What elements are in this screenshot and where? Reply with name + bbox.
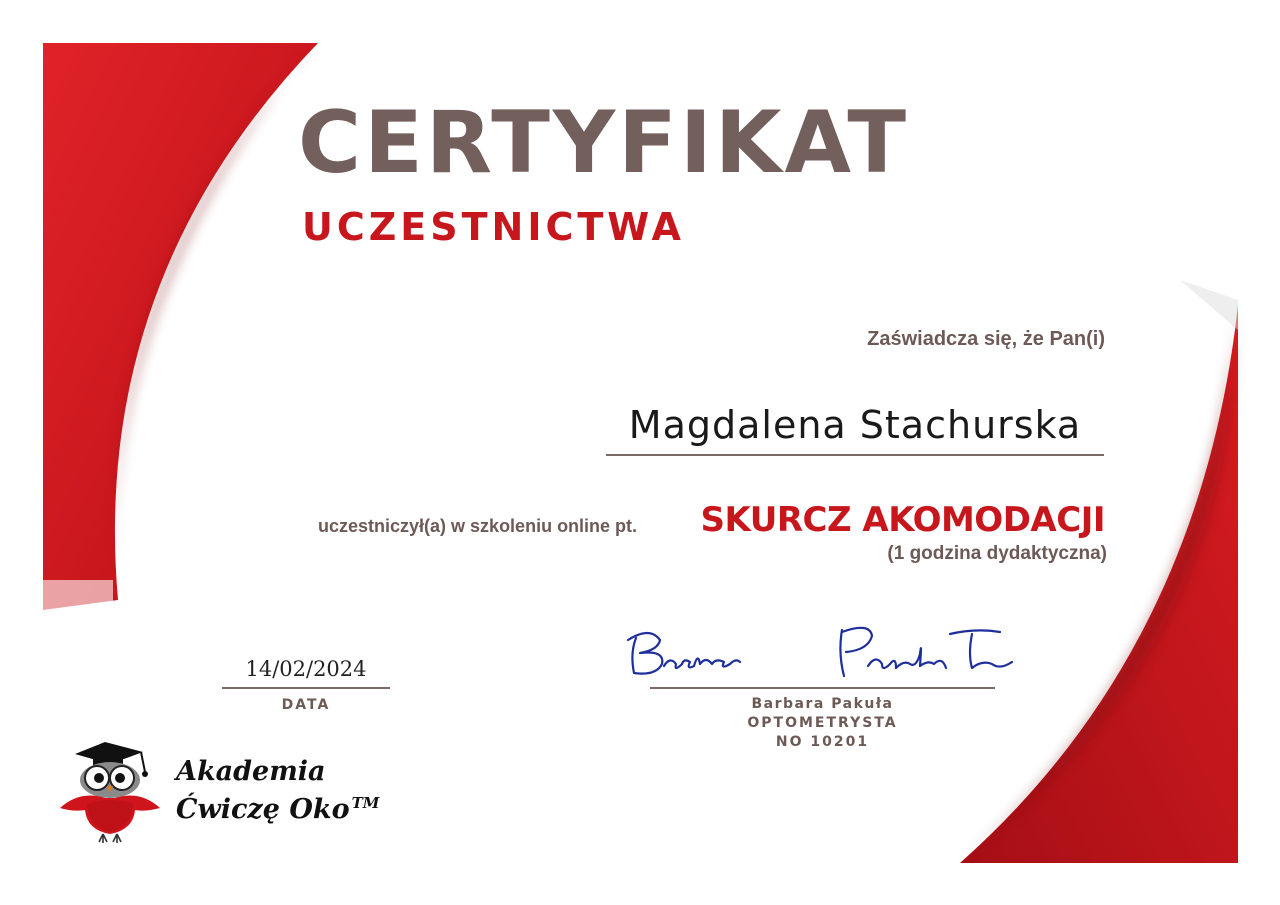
logo-text-line2-main: Ćwiczę Oko bbox=[176, 794, 350, 825]
certificate-subtitle: UCZESTNICTWA bbox=[302, 205, 685, 249]
course-hours: (1 godzina dydaktyczna) bbox=[887, 543, 1107, 564]
date-label: DATA bbox=[281, 697, 331, 713]
signer-role: OPTOMETRYSTA bbox=[747, 715, 898, 731]
participation-text: uczestniczył(a) w szkoleniu online pt. bbox=[318, 516, 638, 536]
certificate-title: CERTYFIKAT bbox=[298, 93, 910, 193]
date-value: 14/02/2024 bbox=[222, 654, 390, 689]
signer-number: NO 10201 bbox=[775, 734, 870, 750]
course-title: SKURCZ AKOMODACJI bbox=[700, 500, 1105, 540]
signature-line bbox=[650, 687, 995, 689]
owl-with-graduation-cap-icon bbox=[55, 738, 170, 848]
participant-name: Magdalena Stachurska bbox=[606, 396, 1104, 456]
trademark-mark: TM bbox=[351, 794, 380, 812]
handwritten-signature bbox=[620, 618, 1020, 688]
signer-name: Barbara Pakuła bbox=[751, 696, 894, 712]
logo-text-line1: Akademia bbox=[176, 756, 326, 787]
logo-text-line2 bbox=[176, 794, 379, 825]
attestation-text: Zaświadcza się, że Pan(i) bbox=[867, 328, 1105, 350]
